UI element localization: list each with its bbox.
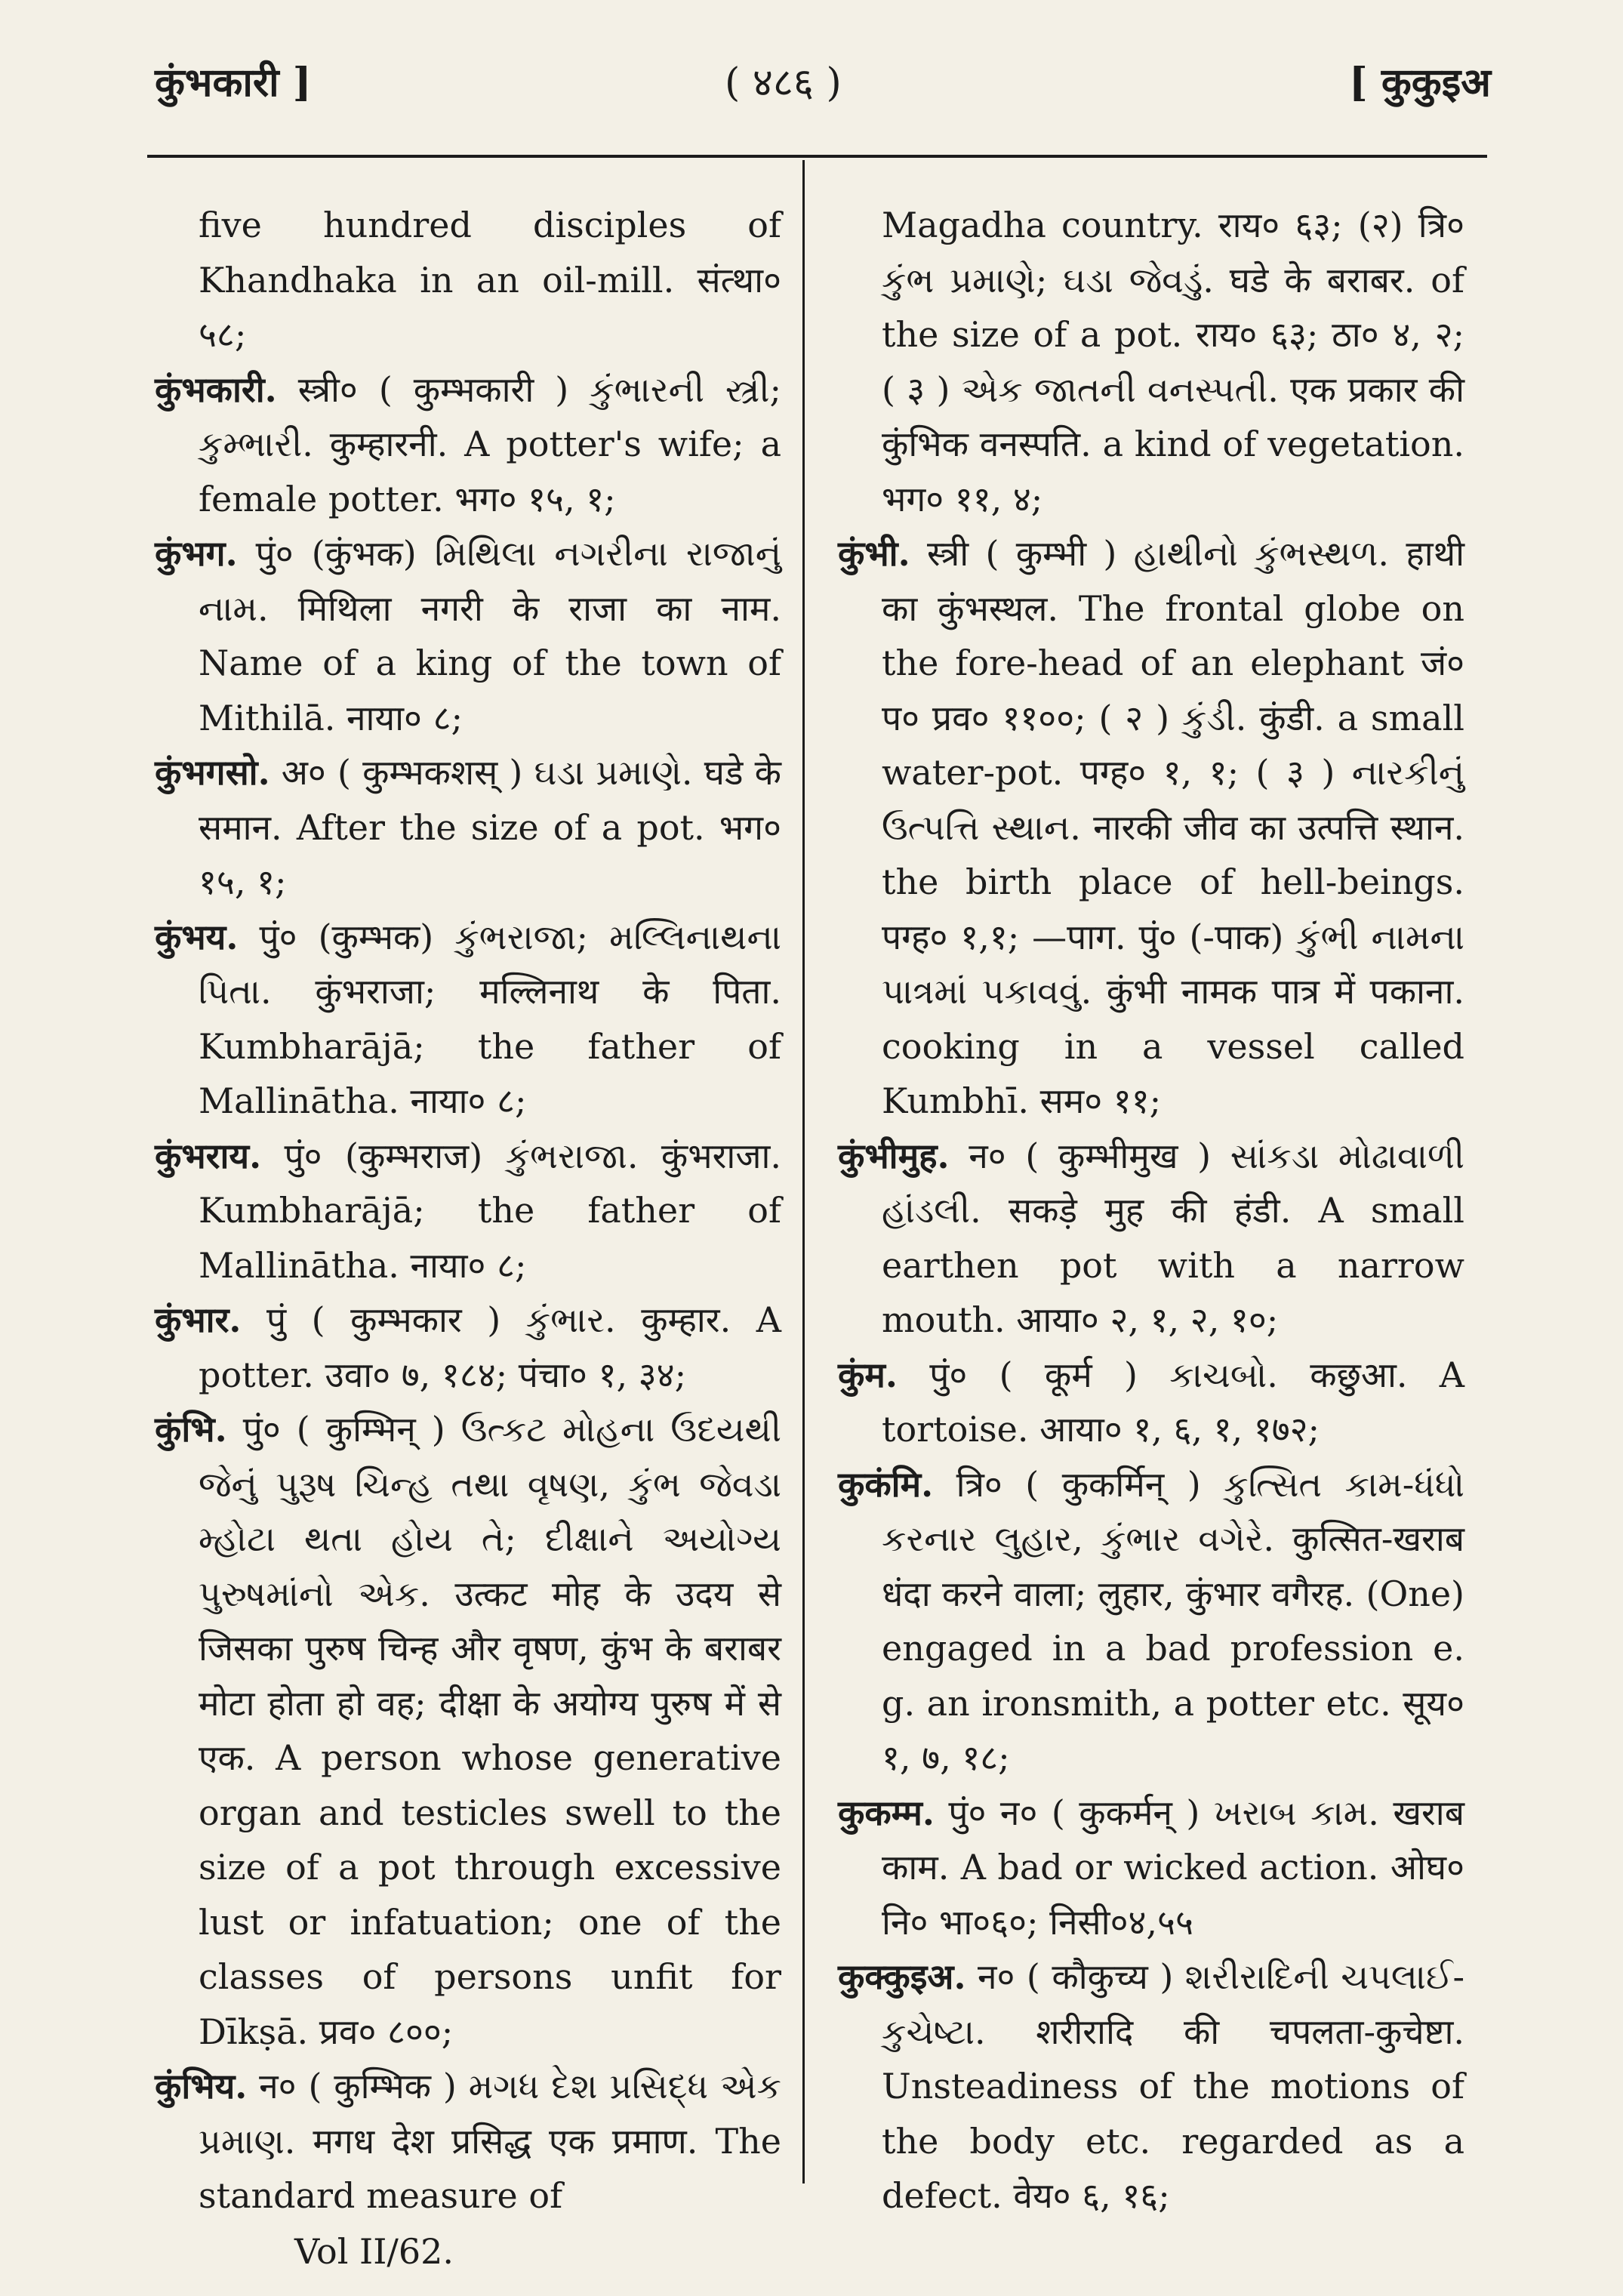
headword: कुंभि. — [155, 1409, 227, 1450]
page-number: ( ४८६ ) — [725, 60, 842, 106]
dictionary-entry — [155, 1402, 781, 2059]
entry-body: पुं० (कुम्भक) કુંભરાજા; મલ્લિનાથના પિતા. कुंभराजा; मल्लिनाथ के पिता. Kumbharājā; the father of Mallinātha. नाया० ८; — [199, 916, 782, 1121]
entry-body: अ० ( कुम्भकशस् ) ઘડા પ્રમાણે. घडे के समान. After the size of a pot. भग० १५, १; — [199, 752, 781, 902]
dictionary-entry — [838, 1949, 1464, 2224]
headword: कुंभय. — [155, 916, 239, 957]
entry-body: त्रि० ( कुकर्मिन् ) કુત્સિત કામ-ધંધો કરનાર લુહાર, કુંભાર વગેરે. कुत्सित-खराब धंदा करने वाला; लुहार, कुंभार वगैरह. (One) engaged in a bad profession e. g. an ironsmith, a potter etc. सूय० १, ७, १८; — [882, 1463, 1464, 1778]
headword: कुकम्म. — [838, 1792, 935, 1833]
column-divider — [802, 160, 805, 2184]
header-rule — [147, 155, 1487, 158]
headword: कुकंमि. — [838, 1463, 934, 1505]
page-header — [0, 54, 1623, 137]
headword: कुंभकारी. — [155, 368, 277, 410]
entry-body: पुं० ( कुम्भिन् ) ઉત્કટ મોહના ઉદયથી જેનું પુરૂષ ચિન્હ તથા વૃષણ, કુંભ જેવડા મ્હોટા થતા હોય તે; દીક્ષાને અયોગ્ય પુરુષમાંનો એક. उत्कट मोह के उदय से जिसका पुरुष चिन्ह और वृषण, कुंभ के बराबर मोटा होता हो वह; दीक्षा के अयोग्य पुरुष में से एक. A person whose generative organ and testicles swell to the size of a pot through excessive lust or infatuation; one of the classes of persons unfit for Dīkṣā. प्रव० ८००; — [199, 1409, 781, 2052]
left-column — [155, 198, 781, 2224]
entry-body: स्त्री० ( कुम्भकारी ) કુંભારની સ્ત્રી; કુમ્ભારી. कुम्हारनी. A potter's wife; a female potter. भग० १५, १; — [199, 368, 781, 519]
dictionary-entry — [838, 1348, 1464, 1457]
entry-continuation: Magadha country. राय० ६३; (२) त्रि० કુંભ પ્રમાણે; ઘડા જેવડું. घडे के बराबर. of the size of a pot. राय० ६३; ठा० ४, २; ( ३ ) એક જાતની વનસ્પતી. एक प्रकार की कुंभिक वनस्पति. a kind of vegetation. भग० ११, ४; — [882, 205, 1464, 519]
dictionary-entry — [838, 1457, 1464, 1786]
entry-body: स्त्री ( कुम्भी ) હાથીનો કુંભસ્થળ. हाथी का कुंभस्थल. The frontal globe on the fore-head of an elephant जं० प० प्रव० ११००; ( २ ) કુંડી. कुंडी. a small water-pot. पग्ह० १, १; ( ३ ) નારકીનું ઉત્પત્તિ સ્થાન. नारकी जीव का उत्पत्ति स्थान. the birth place of hell-beings. पग्ह० १,१; —पाग. पुं० (-पाक) કુંભી નામના પાત્રમાં પકાવવું. कुंभी नामक पात्र में पकाना. cooking in a vessel called Kumbhī. सम० ११; — [882, 533, 1464, 1121]
entry-body: न० ( कौकुच्य ) શરીરાદિની ચપલાઈ-કુચેષ્ટા. शरीरादि की चपलता-कुचेष्टा. Unsteadiness of the motions of the body etc. regarded as a defect. वेय० ६, १६; — [882, 1956, 1464, 2216]
dictionary-entry — [155, 2059, 781, 2224]
entry-body: पुं० न० ( कुकर्मन् ) ખરાબ કામ. खराब काम. A bad or wicked action. ओघ० नि० भा०६०; निसी०४,५५ — [882, 1792, 1464, 1943]
right-column — [838, 198, 1464, 2224]
dictionary-entry — [155, 526, 781, 745]
headword: कुंभीमुह. — [838, 1135, 950, 1176]
header-right-guide-word: [ कुकुइअ — [1349, 60, 1491, 106]
entry-body: न० ( कुम्भीमुख ) સાંકડા મોઢાવાળી હાંડલી. सकड़े मुह की हंडी. A small earthen pot with a narrow mouth. आया० २, १, २, १०; — [882, 1135, 1464, 1340]
dictionary-entry — [155, 910, 781, 1129]
dictionary-entry — [155, 745, 781, 910]
entry-body: पुं ( कुम्भकार ) કુંભાર. कुम्हार. A potter. उवा० ७, १८४; पंचा० १, ३४; — [199, 1299, 781, 1395]
dictionary-entry — [155, 362, 781, 527]
entry-body: पुं० (कुम्भराज) કુંભરાજા. कुंभराजा. Kumbharājā; the father of Mallinātha. नाया० ८; — [199, 1135, 781, 1286]
header-left-guide-word: कुंभकारी ] — [155, 60, 312, 106]
dictionary-entry — [155, 1129, 781, 1293]
entry-body: न० ( कुम्भिक ) મગધ દેશ પ્રસિદ્ધ એક પ્રમાણ. मगध देश प्रसिद्ध एक प्रमाण. The standard measure of — [199, 2066, 781, 2216]
entry-body: पुं० ( कूर्म ) કાચબો. कछुआ. A tortoise. आया० १, ६, १, १७२; — [882, 1354, 1465, 1450]
entry-continuation: five hundred disciples of Khandhaka in an oil-mill. संत्था० ५८; — [199, 205, 781, 355]
headword: कुंम. — [838, 1354, 898, 1395]
dictionary-entry — [838, 1786, 1464, 1950]
headword: कुंभगसो. — [155, 752, 270, 793]
headword: कुंभी. — [838, 533, 910, 574]
volume-signature: Vol II/62. — [294, 2231, 454, 2272]
dictionary-entry — [838, 1129, 1464, 1348]
headword: कुंभिय. — [155, 2066, 248, 2106]
dictionary-entry — [155, 1293, 781, 1402]
entry-body: पुं० (कुंभक) મિથિલા નગરીના રાજાનું નામ. मिथिला नगरी के राजा का नाम. Name of a king of the town of Mithilā. नाया० ८; — [199, 533, 781, 738]
dictionary-entry — [838, 526, 1464, 1129]
headword: कुक्कुइअ. — [838, 1956, 966, 1997]
headword: कुंभार. — [155, 1299, 242, 1340]
headword: कुंभग. — [155, 533, 238, 574]
headword: कुंभराय. — [155, 1135, 262, 1176]
